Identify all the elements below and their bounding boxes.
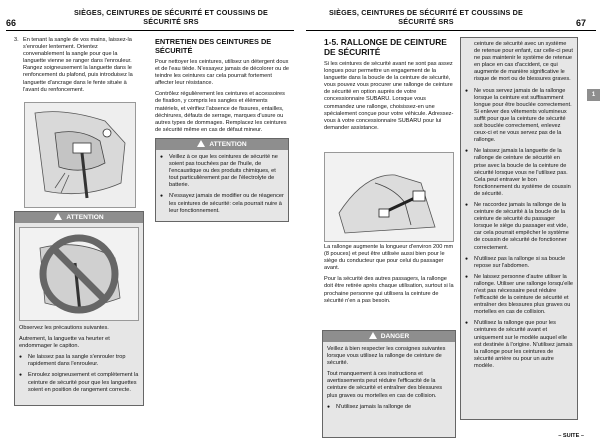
list-item: ● N'utilisez la rallonge que pour les ceintures de sécurité avant et uniquement sur le modèle auquel elle est destinée à l'origine. N'utilisez jamais la rallonge pour les ceintures de sécurité arrière ou pour un autre modèle. [465,320,573,370]
list-item: ● Ne laissez personne d'autre utiliser la rallonge. Utiliser une rallonge lorsqu'elle n'est pas nécessaire peut réduire l'efficacité de la ceinture de sécurité et entraîner des blessures plus graves ou mortelles en cas de collision. [465,274,573,317]
maintenance-attention-body [156,150,288,221]
continued-text: ceinture de sécurité avec un système de retenue pour enfant, car celle-ci peut ne pas maintenir le système de retenue en place en cas d'accident, ce qui augmente de manière significative le risque de mort ou de blessures graves. [474,41,573,83]
danger-box-body [323,342,455,417]
belt-extender-illustration [324,152,454,242]
danger-bullets [327,404,451,411]
attention-bullets [19,354,139,393]
header-title: SIÈGES, CEINTURES DE SÉCURITÉ ET COUSSINS DE SÉCURITÉ SRS [328,8,524,26]
maintenance-title: ENTRETIEN DES CEINTURES DE SÉCURITÉ [155,37,272,55]
list-item: ● Ne laissez pas la sangle s'enrouler trop rapidement dans l'enrouleur. [19,354,139,368]
attention-intro: Observez les précautions suivantes. [19,325,109,331]
attention-para: Autrement, la languette va heurter et endommager le capiton. [19,336,110,350]
section-para-2: La rallonge augmente la longueur d'environ 200 mm (8 pouces) et peut être utilisée aussi bien pour le siège du conducteur que pour celui du passager avant. [324,244,454,272]
attention-box-header [15,212,143,223]
maintenance-attention-box [155,138,289,222]
page-number: 66 [6,18,17,28]
right-column-1-lower [324,244,454,309]
list-item: ● N'utilisez jamais la rallonge de [327,404,451,411]
danger-box [322,330,456,438]
attention-label: ATTENTION [66,214,104,221]
section-title: 1-5. RALLONGE DE CEINTURE DE SÉCURITÉ [324,37,447,57]
list-item: ● Ne laissez jamais la languette de la rallonge de ceinture de sécurité en prise avec la boucle de la ceinture de sécurité lorsque vous ne l'utilisez pas. Cela peut entraver le bon fonctionnement du système de coussin de sécurité. [465,148,573,198]
list-item: ● Ne vous servez jamais de la rallonge lorsque la ceinture est suffisamment longue pour être bouclée correctement. Si enlever des vêtements volumineux suffit pour que la ceinture de sécurité soit bouclée correctement, enlevez ceux-ci et ne vous servez pas de la rallonge. [465,88,573,145]
list-item: ● N'essayez jamais de modifier ou de réagencer les ceintures de sécurité: cela pourrait nuire à leur fonctionnement. [160,193,284,214]
danger-box-continued [460,37,578,420]
maintenance-attention-header [156,139,288,150]
list-item: ● N'utilisez pas la rallonge si sa boucle repose sur l'abdomen. [465,256,573,270]
prohibition-illustration [19,227,139,321]
warning-triangle-icon [54,213,62,220]
header-title: SIÈGES, CEINTURES DE SÉCURITÉ ET COUSSINS DE SÉCURITÉ SRS [73,8,269,26]
continued-bullets [465,88,573,370]
left-column-1 [14,37,140,94]
danger-para-1: Veillez à bien respecter les consignes suivantes lorsque vous utilisez la rallonge de ceinture de sécurité. [327,346,446,367]
continued-footer: – SUITE – [558,433,584,439]
list-item: ● Veillez à ce que les ceintures de sécurité ne soient pas touchées par de l'huile, de l'encaustique ou des produits chimiques, et tout particulièrement par de l'électrolyte de batterie. [160,154,284,189]
left-column-2 [155,37,289,222]
list-item: ● Enroulez soigneusement et complètement la ceinture de sécurité pour que les languettes soient en position de rangement correcte. [19,372,139,393]
extender-drawing [325,153,453,241]
retractor-drawing [25,103,135,207]
right-column-1 [324,37,454,136]
warning-triangle-icon [197,140,205,147]
left-page-header [6,8,294,31]
page-number: 67 [575,18,586,28]
danger-label: DANGER [380,333,410,340]
no-fast-retract-icon [20,228,138,320]
attention-box [14,211,144,406]
warning-triangle-icon [369,332,377,339]
danger-box-header [323,331,455,342]
right-page [300,0,600,447]
section-para-3: Pour la sécurité des autres passagers, la rallonge doit être retirée après chaque utilisation, surtout si la prochaine personne qui utilisera la ceinture de sécurité n'en a pas besoin. [324,276,454,304]
right-page-header [306,8,596,31]
step-text: En tenant la sangle de vos mains, laissez-la s'enrouler lentement. Orientez convenablement la sangle pour que la languette vienne se ranger dans l'enrouleur. Rangez soigneusement la languette dans le renfoncement du plafond, puis introduisez la languette d'ancrage dans le fente située à l'avant du renfoncement. [23,37,133,93]
maintenance-para-1: Pour nettoyer les ceintures, utilisez un détergent doux et de l'eau tiède. N'essayez jamais de décolorer ou de teindre les ceintures car cela pourrait fortement affecter leur résistance. [155,59,289,87]
list-item: ● Ne raccordez jamais la rallonge de la ceinture de sécurité à la boucle de la ceinture de sécurité du passager lorsque le siège du passager est vide, car cela pourrait empêcher le système de coussin de sécurité de fonctionner correctement. [465,202,573,252]
maintenance-attention-bullets [160,154,284,215]
danger-para-2: Tout manquement à ces instructions et avertissements peut réduire l'efficacité de la ceinture de sécurité et entraîner des blessures plus graves ou mortelles en cas de collision. [327,371,443,399]
attention-text [15,317,143,394]
attention-label: ATTENTION [209,140,247,148]
chapter-tab: 1 [587,89,600,101]
section-para-1: Si les ceintures de sécurité avant ne sont pas assez longues pour permettre un engagement de la languette dans la boucle de la ceinture de sécurité, vous pouvez vous procurer une rallonge de ceinture de sécurité en option auprès de votre concessionnaire SUBARU. Lorsque vous commandez une rallonge, choisissez-en une spécialement conçue pour votre véhicule. Adressez-vous à votre concessionnaire SUBARU pour lui demander assistance. [324,61,454,131]
step-number: 3. [14,37,19,43]
step-3 [14,37,140,94]
seatbelt-retractor-illustration [24,102,136,208]
maintenance-para-2: Contrôlez régulièrement les ceintures et accessoires de fixation, y compris les sangles et éléments matériels, et vérifiez l'absence de fissures, entailles, déchirures, défauts de serrage, marques d'usure ou autres types de dommages. Remplacez les ceintures de sécurité même en cas de défaut mineur. [155,91,287,133]
